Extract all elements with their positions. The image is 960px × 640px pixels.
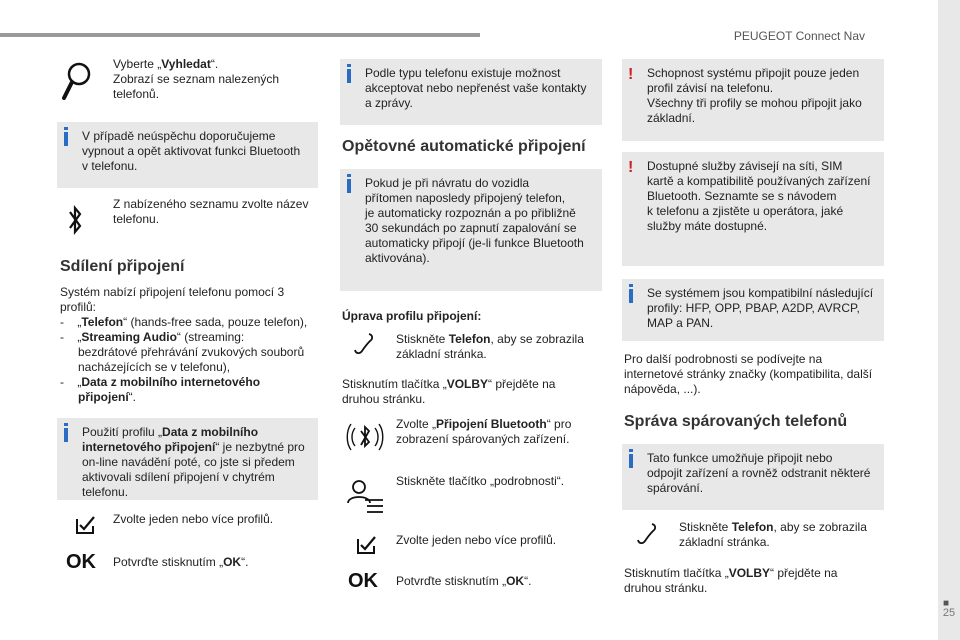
info-box-data-profile: Použití profilu „Data z mobilního internetového připojení“ je nezbytné pro on-line navádění poté, co jste si předem aktivovali sdílení připojení v chytrém telefonu. (57, 418, 318, 500)
heading-paired-phones: Správa spárovaných telefonů (624, 413, 848, 430)
info-icon (64, 423, 68, 426)
info-box-auto-reconnect: Pokud je při návratu do vozidla přítomen naposledy připojený telefon, je automaticky rozpoznán a po přibližně 30 sekundách po zapnutí zapalování se automaticky připojí (je-li funkce Bluetooth aktivována). (340, 169, 602, 291)
section-marker: ■ (943, 598, 950, 609)
step-phone-text-2: Stiskněte Telefon, aby se zobrazila základní stránka. (679, 520, 867, 549)
volby-text: Stisknutím tlačítka „VOLBY“ přejděte na druhou stránku. (342, 377, 556, 406)
ok-icon: OK (348, 570, 378, 592)
page-number: 25 (942, 607, 956, 619)
checkbox-icon (74, 514, 96, 536)
checkbox-icon (355, 534, 377, 556)
side-strip (938, 0, 960, 640)
phone-handset-icon (636, 522, 658, 546)
phone-handset-icon (353, 332, 375, 356)
bluetooth-wireless-icon (346, 418, 384, 458)
volby-text-2: Stisknutím tlačítka „VOLBY“ přejděte na druhou stránku. (624, 566, 838, 595)
info-icon (629, 284, 633, 287)
info-box-manage: Tato funkce umožňuje připojit nebo odpojit zařízení a rovněž odstranit některé spárování. (622, 444, 884, 510)
profiles-intro: Systém nabízí připojení telefonu pomocí 3 profilů: - „Telefon“ (hands-free sada, pouze telefon), - „Streaming Audio“ (streaming: bezdrátové přehrávání zvukových souborů nacházejících se v telefonu), - „Data z mobilního internetového připojení“. (60, 285, 322, 405)
heading-sdileni: Sdílení připojení (60, 258, 185, 275)
info-icon (64, 127, 68, 130)
heading-auto-reconnect: Opětovné automatické připojení (342, 138, 586, 155)
info-icon (629, 449, 633, 452)
header-title: PEUGEOT Connect Nav (733, 29, 865, 43)
info-box-phone-types: Podle typu telefonu existuje možnost akceptovat nebo nepřenést vaše kontakty a zprávy. (340, 59, 602, 125)
step-bluetooth-text: Zvolte „Připojení Bluetooth“ pro zobrazení spárovaných zařízení. (396, 417, 572, 446)
warning-box-services: ! Dostupné služby závisejí na síti, SIM kartě a kompatibilitě používaných zařízení Bluetooth. Seznamte se s návodem k telefonu a zjistěte u operátora, jaké služby máte dostupné. (622, 152, 884, 266)
info-box-bluetooth-retry: V případě neúspěchu doporučujeme vypnout a opět aktivovat funkci Bluetooth v telefonu. (57, 122, 318, 188)
step-ok-text-2: Potvrďte stisknutím „OK“. (396, 574, 532, 588)
subheading-profile-edit: Úprava profilu připojení: (342, 309, 482, 323)
profile-item: - „Telefon“ (hands-free sada, pouze telefon), (60, 315, 308, 329)
profile-item: - „Streaming Audio“ (streaming: (60, 330, 245, 344)
header-bar (0, 33, 480, 37)
step-details-text: Stiskněte tlačítko „podrobnosti“. (396, 474, 565, 488)
info-box-compat: Se systémem jsou kompatibilní následující profily: HFP, OPP, PBAP, A2DP, AVRCP, MAP a PAN. (622, 279, 884, 341)
warning-box-profile: ! Schopnost systému připojit pouze jeden profil závisí na telefonu. Všechny tři profily se mohou připojit jako základní. (622, 59, 884, 141)
ok-icon: OK (66, 551, 96, 573)
step-profiles-text-2: Zvolte jeden nebo více profilů. (396, 533, 557, 547)
warning-icon: ! (628, 159, 634, 176)
step-phone-text: Stiskněte Telefon, aby se zobrazila základní stránka. (396, 332, 584, 361)
step-select-phone-text: Z nabízeného seznamu zvolte název telefonu. (113, 197, 309, 226)
step-ok-text: Potvrďte stisknutím „OK“. (113, 555, 249, 569)
info-icon (347, 174, 351, 177)
more-info-text: Pro další podrobnosti se podívejte na internetové stránky značky (kompatibilita, další nápověda, ...). (624, 352, 873, 396)
search-icon (60, 60, 94, 102)
warning-icon: ! (628, 66, 634, 83)
profile-item: - „Data z mobilního internetového (60, 375, 261, 389)
info-icon (347, 64, 351, 67)
bluetooth-icon (66, 202, 84, 238)
step-search-text: Vyberte „Vyhledat“. Zobrazí se seznam nalezených telefonů. (113, 57, 280, 101)
step-profiles-text: Zvolte jeden nebo více profilů. (113, 512, 274, 526)
details-icon (345, 476, 385, 516)
